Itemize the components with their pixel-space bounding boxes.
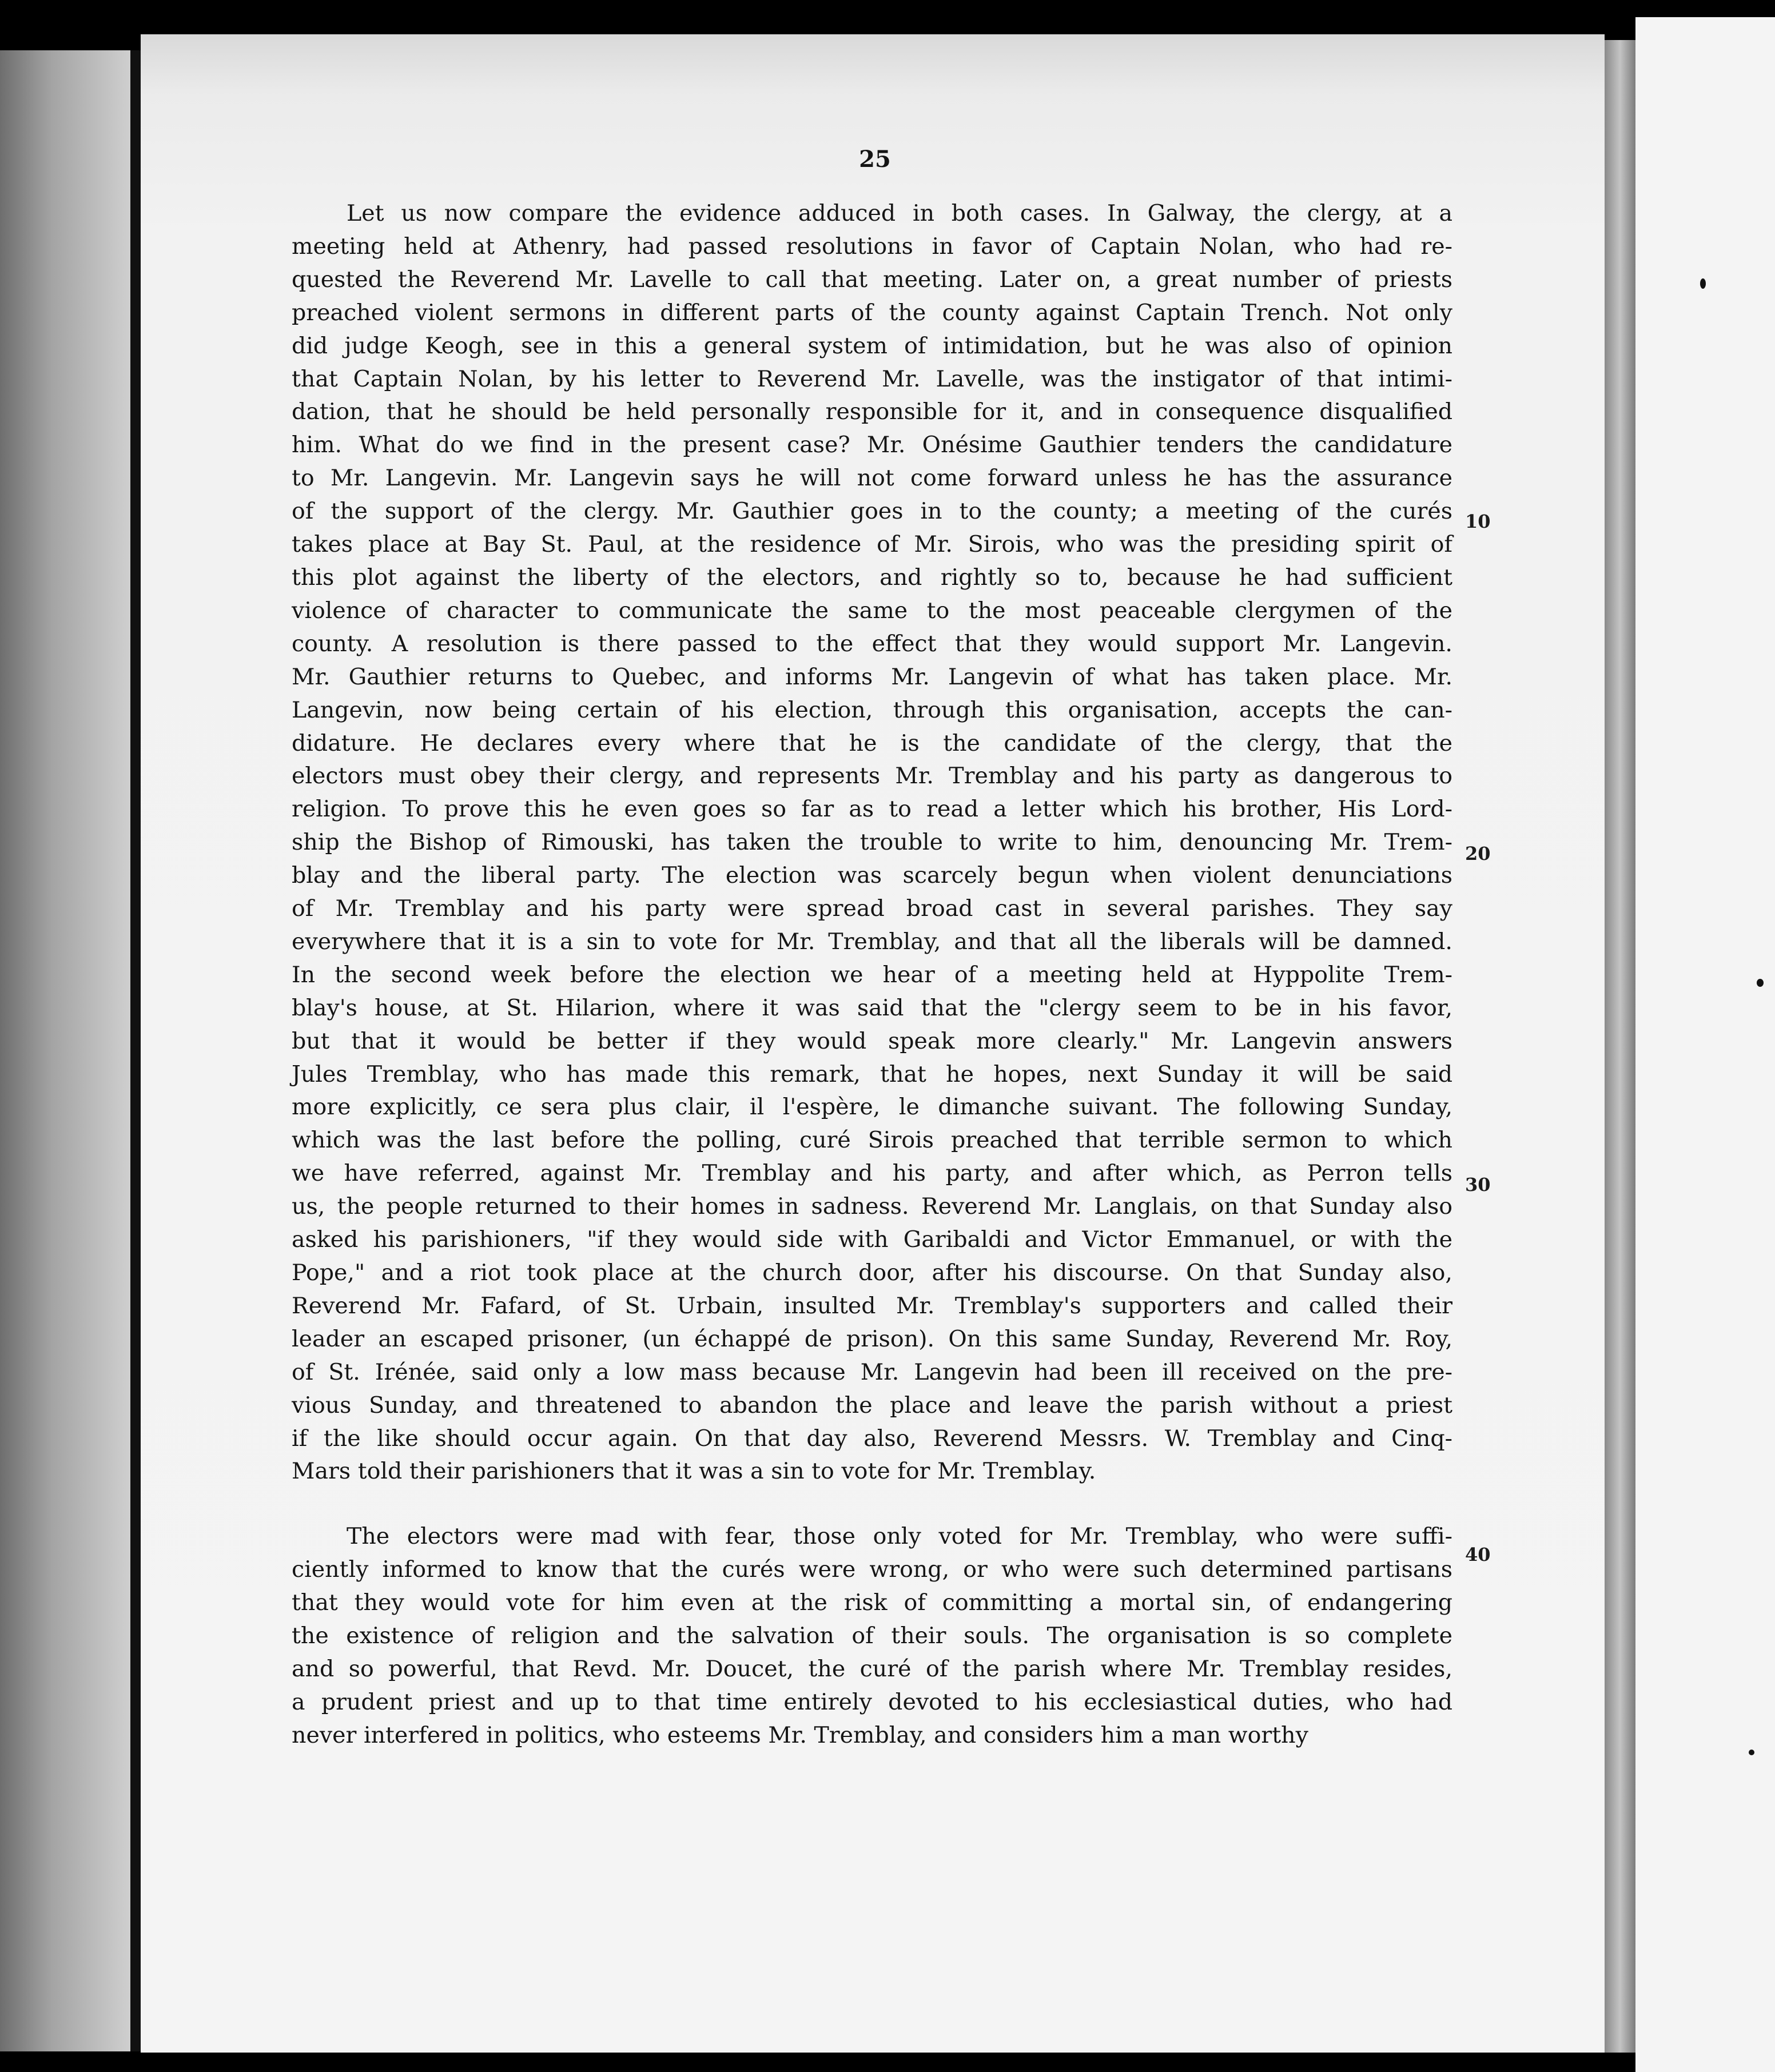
text-line: Pope," and a riot took place at the church door, after his discourse. On that Sunday also, xyxy=(292,1260,1452,1286)
show-through-handwriting: ​ xyxy=(279,69,288,148)
facing-page-edge xyxy=(0,50,130,2051)
text-line: blay's house, at St. Hilarion, where it was said that the "clergy seem to be in his favor, xyxy=(292,994,1452,1021)
text-line: us, the people returned to their homes in sadness. Reverend Mr. Langlais, on that Sunday also xyxy=(292,1193,1452,1220)
text-line: this plot against the liberty of the electors, and rightly so to, because he had sufficient xyxy=(292,564,1452,591)
right-margin-strip xyxy=(1635,17,1775,2072)
text-line: more explicitly, ce sera plus clair, il l'espère, le dimanche suivant. The following Sunday, xyxy=(292,1094,1452,1121)
text-line: and so powerful, that Revd. Mr. Doucet, the curé of the parish where Mr. Tremblay resides, xyxy=(292,1655,1452,1682)
text-line: which was the last before the polling, curé Sirois preached that terrible sermon to which xyxy=(292,1127,1452,1154)
page-number: 25 xyxy=(859,146,891,173)
text-line: leader an escaped prisoner, (un échappé de prison). On this same Sunday, Reverend Mr. Roy, xyxy=(292,1325,1452,1352)
text-line: county. A resolution is there passed to the effect that they would support Mr. Langevin. xyxy=(292,630,1452,657)
text-line: preached violent sermons in different parts of the county against Captain Trench. Not only xyxy=(292,299,1452,326)
ink-spot xyxy=(1700,278,1706,289)
text-line: Mars told their parishioners that it was a sin to vote for Mr. Tremblay. xyxy=(292,1458,1096,1485)
page-edge-shadow xyxy=(1605,40,1635,2053)
text-line: of the support of the clergy. Mr. Gauthier goes in to the county; a meeting of the curés xyxy=(292,498,1452,525)
text-line: to Mr. Langevin. Mr. Langevin says he will not come forward unless he has the assurance xyxy=(292,465,1452,492)
text-line: that they would vote for him even at the risk of committing a mortal sin, of endangering xyxy=(292,1589,1452,1616)
text-line: Jules Tremblay, who has made this remark, that he hopes, next Sunday it will be said xyxy=(292,1061,1452,1087)
line-number: 10 xyxy=(1465,511,1491,532)
text-line: if the like should occur again. On that day also, Reverend Messrs. W. Tremblay and Cinq- xyxy=(292,1425,1452,1452)
text-line: the existence of religion and the salvation of their souls. The organisation is so complete xyxy=(292,1623,1452,1649)
text-line: asked his parishioners, "if they would side with Garibaldi and Victor Emmanuel, or with the xyxy=(292,1226,1452,1253)
text-line: violence of character to communicate the same to the most peaceable clergymen of the xyxy=(292,597,1452,624)
text-line: vious Sunday, and threatened to abandon the place and leave the parish without a priest xyxy=(292,1392,1452,1418)
text-line: of Mr. Tremblay and his party were spread broad cast in several parishes. They say xyxy=(292,895,1452,922)
text-line: blay and the liberal party. The election was scarcely begun when violent denunciations xyxy=(292,862,1452,889)
text-line: that Captain Nolan, by his letter to Reverend Mr. Lavelle, was the instigator of that intimi- xyxy=(292,365,1452,392)
line-number: 20 xyxy=(1465,843,1491,864)
text-line: ciently informed to know that the curés were wrong, or who were such determined partisans xyxy=(292,1556,1452,1583)
book-spine xyxy=(130,50,141,2051)
text-line: religion. To prove this he even goes so far as to read a letter which his brother, His Lord- xyxy=(292,796,1452,823)
text-line: Reverend Mr. Fafard, of St. Urbain, insulted Mr. Tremblay's supporters and called their xyxy=(292,1292,1452,1319)
paragraph xyxy=(292,1520,1452,1752)
text-line: In the second week before the election we hear of a meeting held at Hyppolite Trem- xyxy=(292,961,1452,988)
text-line: we have referred, against Mr. Tremblay and his party, and after which, as Perron tells xyxy=(292,1160,1452,1187)
line-number: 30 xyxy=(1465,1174,1491,1196)
text-line: did judge Keogh, see in this a general system of intimidation, but he was also of opinion xyxy=(292,332,1452,359)
text-line: ship the Bishop of Rimouski, has taken the trouble to write to him, denouncing Mr. Trem- xyxy=(292,829,1452,856)
text-line: a prudent priest and up to that time entirely devoted to his ecclesiastical duties, who had xyxy=(292,1688,1452,1715)
text-line: takes place at Bay St. Paul, at the residence of Mr. Sirois, who was the presiding spirit of xyxy=(292,531,1452,558)
text-line: meeting held at Athenry, had passed resolutions in favor of Captain Nolan, who had re- xyxy=(292,233,1452,260)
text-line: The electors were mad with fear, those only voted for Mr. Tremblay, who were suffi- xyxy=(347,1523,1452,1550)
text-line: him. What do we find in the present case? Mr. Onésime Gauthier tenders the candidature xyxy=(292,432,1452,459)
text-line: electors must obey their clergy, and represents Mr. Tremblay and his party as dangerous to xyxy=(292,763,1452,790)
text-line: Langevin, now being certain of his election, through this organisation, accepts the can- xyxy=(292,696,1452,723)
ink-spot xyxy=(1749,1750,1754,1755)
line-number: 40 xyxy=(1465,1544,1491,1565)
paragraph xyxy=(292,197,1452,1488)
text-line: but that it would be better if they would speak more clearly." Mr. Langevin answers xyxy=(292,1027,1452,1054)
text-line: didature. He declares every where that he is the candidate of the clergy, that the xyxy=(292,730,1452,756)
text-line: everywhere that it is a sin to vote for Mr. Tremblay, and that all the liberals will be damned. xyxy=(292,928,1452,955)
text-line: quested the Reverend Mr. Lavelle to call that meeting. Later on, a great number of priests xyxy=(292,266,1452,293)
text-line: Let us now compare the evidence adduced in both cases. In Galway, the clergy, at a xyxy=(347,200,1452,226)
text-line: dation, that he should be held personally responsible for it, and in consequence disqualified xyxy=(292,399,1452,425)
text-line: of St. Irénée, said only a low mass because Mr. Langevin had been ill received on the pre- xyxy=(292,1358,1452,1385)
text-line: never interfered in politics, who esteems Mr. Tremblay, and considers him a man worthy xyxy=(292,1722,1308,1748)
body-text xyxy=(292,197,1452,1752)
text-line: Mr. Gauthier returns to Quebec, and informs Mr. Langevin of what has taken place. Mr. xyxy=(292,663,1452,690)
ink-spot xyxy=(1757,979,1764,987)
